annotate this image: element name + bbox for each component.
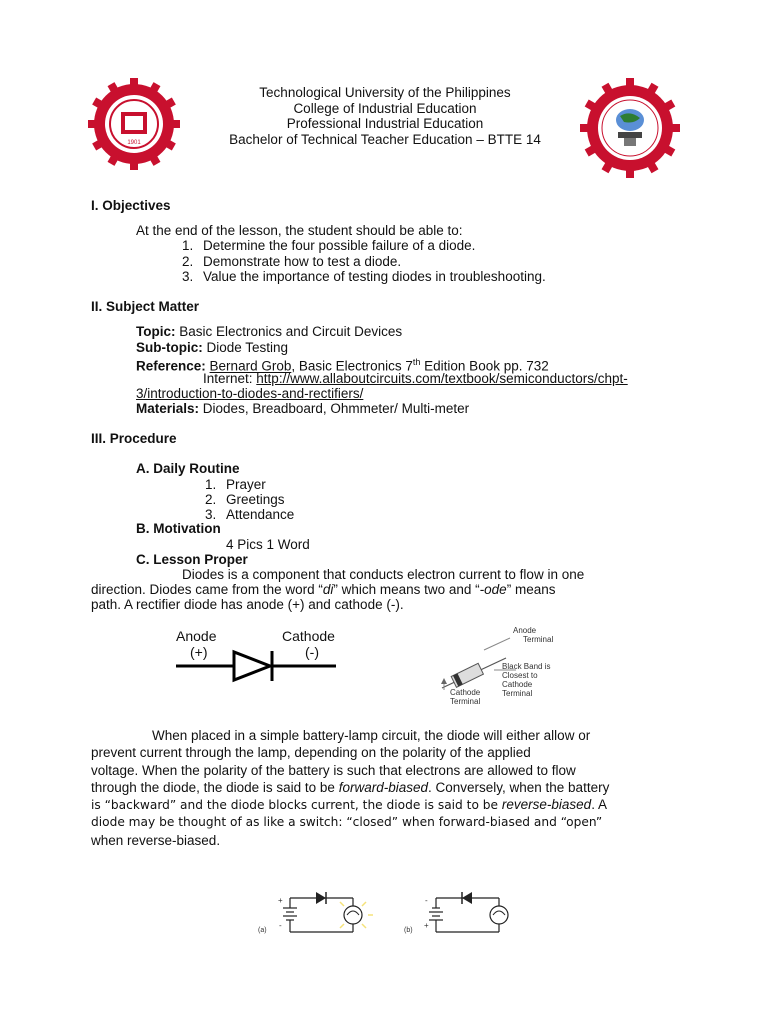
routine-item-3: Attendance xyxy=(226,507,295,522)
tup-logo-left xyxy=(86,76,182,172)
objective-item-3: Value the importance of testing diodes in troubleshooting. xyxy=(203,269,546,284)
materials-label: Materials: xyxy=(136,401,200,416)
lesson-line-1: Diodes is a component that conducts electron current to flow in one xyxy=(182,567,585,582)
header-university: Technological University of the Philippines xyxy=(259,85,511,100)
lesson-line-2c: ” which means two and “ xyxy=(333,582,480,597)
objective-num-3: 3. xyxy=(182,269,194,284)
circuit-b-label: (b) xyxy=(404,927,413,934)
circuit-a-label: (a) xyxy=(258,927,267,934)
circuit-b-diode xyxy=(462,892,472,904)
objective-num-2: 2. xyxy=(182,254,194,269)
header-college: College of Industrial Education xyxy=(293,100,477,116)
black-band-label xyxy=(502,662,550,698)
routine-num-3: 3. xyxy=(205,507,217,522)
routine-num-1: 1. xyxy=(205,477,217,492)
circuit-a-diode xyxy=(316,892,326,904)
routine-item-2: Greetings xyxy=(226,492,285,507)
subtopic-label: Sub-topic: xyxy=(136,340,203,355)
lesson-proper-heading: C. Lesson Proper xyxy=(136,552,248,567)
bias-circuits-figure xyxy=(258,880,538,950)
diode-symbol-figure xyxy=(170,624,350,694)
circuit-a-minus: - xyxy=(279,921,282,930)
term-forward-biased: forward-biased xyxy=(338,779,428,795)
band-line-4: Terminal xyxy=(502,689,533,698)
objective-num-1: 1. xyxy=(182,238,194,253)
internet-label: Internet: xyxy=(203,371,257,386)
materials-value: Diodes, Breadboard, Ohmmeter/ Multi-meter xyxy=(202,401,470,416)
term-reverse-biased: reverse-biased xyxy=(501,797,592,813)
lamp-glow xyxy=(340,902,373,928)
cie-logo-right xyxy=(578,76,682,180)
para-line-4c: . Conversely, when the battery xyxy=(427,779,610,795)
header-department: Professional Industrial Education xyxy=(286,116,484,131)
procedure-heading: III. Procedure xyxy=(91,431,177,446)
objectives-intro: At the end of the lesson, the student should be able to: xyxy=(136,223,463,238)
para-line-1: When placed in a simple battery-lamp circuit, the diode will either allow or xyxy=(152,728,591,743)
reference-author-link[interactable]: Bernard Grob xyxy=(209,358,292,374)
para-line-5 xyxy=(91,796,609,814)
routine-num-2: 2. xyxy=(205,492,217,507)
circuit-b xyxy=(429,898,508,932)
lesson-word-ode: -ode xyxy=(479,582,507,597)
para-line-2: prevent current through the lamp, depending on the polarity of the applied xyxy=(91,745,531,761)
lesson-line-2a: direction. Diodes came from the word “ xyxy=(91,582,323,597)
objective-item-2: Demonstrate how to test a diode. xyxy=(203,254,402,269)
topic-label: Topic: xyxy=(136,324,176,339)
anode-terminal-line-2: Terminal xyxy=(523,635,554,644)
anode-terminal-label xyxy=(513,626,553,644)
motivation-heading: B. Motivation xyxy=(136,521,221,536)
lesson-line-3: path. A rectifier diode has anode (+) and cathode (-). xyxy=(91,597,404,612)
reference-label: Reference: xyxy=(136,358,206,374)
materials-line xyxy=(136,401,469,416)
reference-url-link-cont[interactable]: 3/introduction-to-diodes-and-rectifiers/ xyxy=(136,386,364,401)
reference-book: , Basic Electronics 7 xyxy=(291,358,413,374)
diode-package-figure xyxy=(430,624,610,708)
para-line-6: diode may be thought of as like a switch: “closed” when forward-biased and “open” xyxy=(91,815,603,830)
subtopic-value: Diode Testing xyxy=(206,340,289,355)
reference-book-rest: Edition Book pp. 732 xyxy=(420,358,549,374)
reference-url-link[interactable]: http://www.allaboutcircuits.com/textbook/semiconductors/chpt- xyxy=(256,371,628,386)
anode-sign: (+) xyxy=(190,644,208,660)
diode-triangle xyxy=(234,652,270,680)
para-line-7: when reverse-biased. xyxy=(91,832,221,848)
cathode-terminal-line-2: Terminal xyxy=(450,697,481,706)
reference-superscript: th xyxy=(412,357,421,367)
routine-item-1: Prayer xyxy=(226,477,266,492)
subtopic-line xyxy=(136,340,288,355)
anode-terminal-line-1: Anode xyxy=(513,626,537,635)
logo-left-year: 1901 xyxy=(127,140,141,146)
topic-value: Basic Electronics and Circuit Devices xyxy=(179,324,403,339)
band-line-1: Black Band is xyxy=(502,662,551,671)
para-line-4 xyxy=(91,779,609,796)
circuit-b-plus: + xyxy=(424,921,429,930)
daily-routine-heading: A. Daily Routine xyxy=(136,461,240,476)
lesson-word-di: di xyxy=(322,582,334,597)
cathode-sign: (-) xyxy=(305,644,319,660)
objectives-heading: I. Objectives xyxy=(91,198,171,213)
para-line-5a: is “backward” and the diode blocks current, the diode is said to be xyxy=(91,798,502,813)
motivation-activity: 4 Pics 1 Word xyxy=(226,537,310,552)
header-program: Bachelor of Technical Teacher Education – BTTE 14 xyxy=(229,131,541,147)
internet-line xyxy=(203,371,628,386)
circuit-b-minus: - xyxy=(425,896,428,905)
cathode-terminal-label xyxy=(450,688,480,706)
cathode-terminal-line-1: Cathode xyxy=(450,688,481,697)
cathode-label: Cathode xyxy=(282,628,335,644)
para-line-5c: . A xyxy=(591,797,607,813)
circuit-a-plus: + xyxy=(278,896,283,905)
circuit-a xyxy=(283,898,362,932)
topic-line xyxy=(136,324,402,339)
document-header xyxy=(180,85,590,147)
objective-item-1: Determine the four possible failure of a diode. xyxy=(203,238,476,253)
lesson-line-2e: ” means xyxy=(506,582,556,597)
para-line-3: voltage. When the polarity of the battery is such that electrons are allowed to flow xyxy=(91,762,576,778)
subject-heading: II. Subject Matter xyxy=(91,299,200,314)
para-line-4a: through the diode, the diode is said to be xyxy=(91,779,339,795)
band-line-2: Closest to xyxy=(502,671,538,680)
band-line-3: Cathode xyxy=(502,680,533,689)
anode-label: Anode xyxy=(176,628,217,644)
biasing-paragraph xyxy=(91,727,609,849)
lesson-line-2 xyxy=(91,582,555,597)
